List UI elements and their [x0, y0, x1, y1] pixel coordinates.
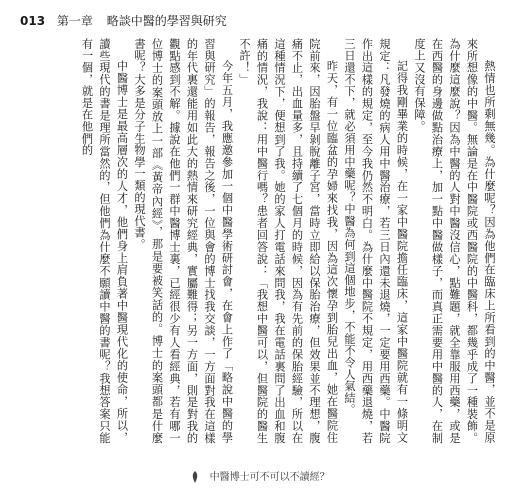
paragraph: 記得我剛畢業的時候，在一家中醫院擔任臨床，這家中醫院就有一條明文規定：凡發燒的病人用中醫治療，若三日內還未退燒，一定要用西藥。中醫院作出這樣的規定，至今我仍然不明白。為什麼中醫院不規定，用西藥退燒，若三日還不下，就必須用中藥呢？中醫為何到這個地步，不能不令人氣結。 — [343, 38, 409, 444]
paragraph: 昨天，有一位臨盆的孕婦來找我，因為這次懷孕到胎兒出血，她在醫院住院前來，因胎盤早剝脫離子宮，當時立即給以保胎治療，但效果並不理想，腹痛不止，出血量多，且持續了七個月的時候，因為有先前的保胎經驗，所以在這種情況下，便想到了我。她的家人打電話來問我，我在電話裏問了出血和腹痛的情況，我說：用中醫行嗎？患者回答說：「我想中醫可以，但醫院的醫生不許！」 — [238, 38, 339, 444]
page-number: 013 — [20, 14, 46, 28]
footer-ornament-icon — [190, 471, 200, 483]
page-footer — [0, 468, 520, 488]
paragraph: 熱情也所剩無幾。為什麼呢？因為他們在臨床上所看到的中醫，並不是原來所想像的中醫。無論是在中醫院或西醫院的中醫科，都幾乎成了一種裝飾。為什麼這麼說？因為中醫的人對中醫沒信心，點難題，就全靠服用西藥，或是在西醫的身邊做點治療上，加一點中醫做樣子，而真正需要用中醫的人，在制度上又沒有保障。 — [413, 38, 496, 444]
paragraph: 今年五月，我應邀參加一個中醫學術研討會，在會上作了「略說中醫的學習與研究」的報告，報告之後，一位與會的博士找我交談，一方面對我在這樣的年代裏還能用如此大的熱情來研究經典，實屬難得；另一方面，則是對我的觀點感到不解。據說在他們一群中醫博士裏，已經很少有人看經典，若有哪一位博士的案頭放上一部《黃帝內經》，那是要被笑話的。博士的案頭都是什麼書呢？大多是分子生物學一類的現代書。 — [133, 38, 234, 444]
chapter-label: 第一章 — [56, 14, 93, 28]
body-text — [22, 38, 498, 444]
footer-title: 中醫博士可不可以不讀經？ — [209, 472, 330, 483]
chapter-title: 略談中醫的學習與研究 — [106, 14, 227, 28]
page-header — [20, 12, 500, 30]
paragraph: 中醫博士是最高層次的人才，他們身上肩負著中醫現代化的使命，所以，讀些現代的書是理所當然的，但他們為什麼不願讀中醫的書呢？我想答案只能有一個，就是在他們的 — [80, 38, 129, 444]
